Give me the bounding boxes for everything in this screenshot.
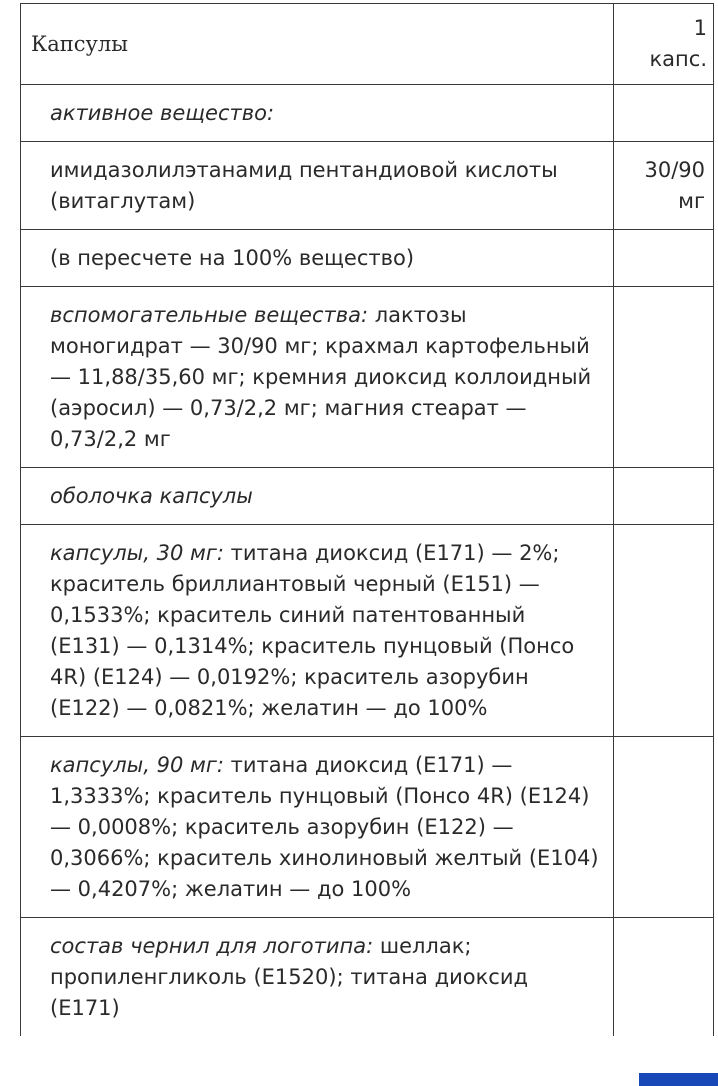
row-value: 30/90 мг	[614, 142, 714, 230]
header-unit-number: 1	[693, 16, 707, 40]
row-label: имидазолилэтанамид пентандиовой кислоты (витаглутам)	[21, 142, 614, 230]
table-row-active-substance	[21, 142, 714, 230]
row-label	[21, 918, 614, 1037]
composition-table	[20, 3, 714, 1036]
row-value	[614, 737, 714, 918]
row-label-rest: титана диоксид (Е171) — 2%; краситель бриллиантовый черный (Е151) — 0,1533%; краситель синий патентованный (Е131) — 0,1314%; краситель пунцовый (Понсо 4R) (Е124) — 0,0192%; краситель азорубин (Е122) — 0,0821%; желатин — до 100%	[50, 541, 575, 720]
row-value	[614, 918, 714, 1037]
row-label	[21, 287, 614, 468]
row-label-rest: титана диоксид (Е171) — 1,3333%; краситель пунцовый (Понсо 4R) (Е124) — 0,0008%; краситель азорубин (Е122) — 0,3066%; краситель хинолиновый желтый (Е104) — 0,4207%; желатин — до 100%	[50, 753, 599, 901]
row-label-italic: вспомогательные вещества:	[50, 303, 369, 327]
header-unit	[614, 4, 714, 85]
table-row-ink	[21, 918, 714, 1037]
accent-bar	[639, 1073, 718, 1086]
row-label-italic: состав чернил для логотипа:	[50, 934, 374, 958]
header-unit-label: капс.	[649, 47, 707, 71]
row-label	[21, 737, 614, 918]
header-title: Капсулы	[21, 4, 614, 85]
row-label-rest: шеллак; пропиленгликоль (Е1520); титана диоксид (Е171)	[50, 934, 528, 1020]
row-label: активное вещество:	[21, 85, 614, 142]
row-value	[614, 525, 714, 737]
row-label	[21, 525, 614, 737]
row-label-italic: капсулы, 30 мг:	[50, 541, 224, 565]
row-value	[614, 85, 714, 142]
row-label-italic: капсулы, 90 мг:	[50, 753, 224, 777]
row-value	[614, 468, 714, 525]
table-row-capsule-30	[21, 525, 714, 737]
table-row-shell-heading	[21, 468, 714, 525]
row-label: оболочка капсулы	[21, 468, 614, 525]
table-row-excipients	[21, 287, 714, 468]
table-row-capsule-90	[21, 737, 714, 918]
table-row-recalc-note	[21, 230, 714, 287]
row-label: (в пересчете на 100% вещество)	[21, 230, 614, 287]
row-label-rest: лактозы моногидрат — 30/90 мг; крахмал картофельный — 11,88/35,60 мг; кремния диоксид коллоидный (аэросил) — 0,73/2,2 мг; магния стеарат — 0,73/2,2 мг	[50, 303, 592, 451]
row-value	[614, 230, 714, 287]
row-value	[614, 287, 714, 468]
table-row-active-heading	[21, 85, 714, 142]
table-header-row	[21, 4, 714, 85]
